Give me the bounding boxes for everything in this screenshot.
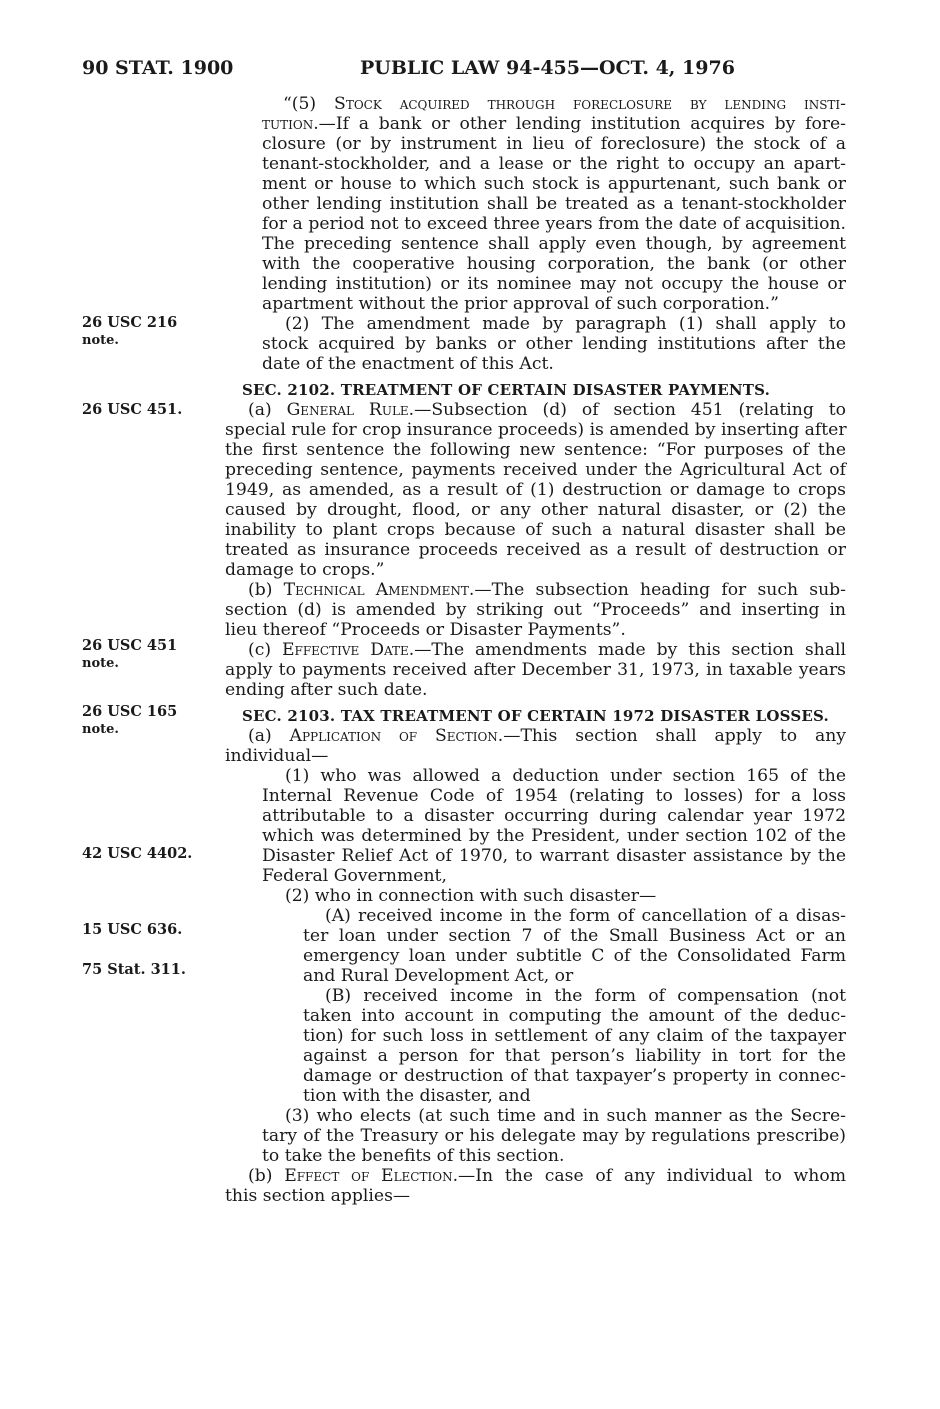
margin-note-26usc451: 26 USC 451. — [82, 401, 183, 418]
sec2102-a-line-8: treated as insurance proceeds received as a result of destruction or — [225, 540, 846, 560]
sec2102-b-label: (b) — [248, 580, 284, 600]
para-5-heading: Stock acquired through foreclosure by lending insti- — [334, 94, 846, 114]
item-3-line-2: tary of the Treasury or his delegate may by regulations prescribe) — [262, 1126, 846, 1146]
para-5-line-2 — [262, 114, 846, 134]
sec2103-b-line-2: this section applies— — [225, 1186, 411, 1206]
sec2103-a-line-2: individual— — [225, 746, 329, 766]
para-5-line-10: lending institution) or its nominee may not occupy the house or — [262, 274, 846, 294]
sec2102-a-label: (a) — [248, 400, 287, 420]
para-5-line-8: The preceding sentence shall apply even though, by agreement — [262, 234, 846, 254]
sec2102-a-line-3: the first sentence the following new sentence: “For purposes of the — [225, 440, 846, 460]
item-B-line-3: tion) for such loss in settlement of any claim of the taxpayer — [303, 1026, 846, 1046]
sec2102-c-line-1-text: —The amendments made by this section shall — [414, 640, 846, 660]
sec2103-a-line-1 — [248, 726, 846, 746]
item-B-line-4: against a person for that person’s liability in tort for the — [303, 1046, 846, 1066]
sec2102-b-line-1 — [248, 580, 846, 600]
sec2102-b-heading: Technical Amendment. — [283, 580, 475, 600]
para-5-line-1 — [283, 94, 846, 114]
sec2102-a-line-5: 1949, as amended, as a result of (1) destruction or damage to crops — [225, 480, 846, 500]
running-head-volume: 90 STAT. 1900 — [82, 57, 234, 79]
item-1-line-5: Disaster Relief Act of 1970, to warrant disaster assistance by the — [262, 846, 846, 866]
para-5-line-11: apartment without the prior approval of such corporation.” — [262, 294, 779, 314]
sec2102-a-line-7: inability to plant crops because of such a natural disaster shall be — [225, 520, 846, 540]
margin-note-26usc216: 26 USC 216 — [82, 314, 178, 331]
margin-note-26usc165: 26 USC 165 — [82, 703, 178, 720]
sec2102-b-line-2: section (d) is amended by striking out “Proceeds” and inserting in — [225, 600, 846, 620]
para-5-line-2-text: —If a bank or other lending institution acquires by fore- — [318, 114, 846, 134]
sec2102-c-label: (c) — [248, 640, 282, 660]
running-head-law: PUBLIC LAW 94-455—OCT. 4, 1976 — [360, 57, 735, 79]
sec2103-b-heading: Effect of Election. — [284, 1166, 459, 1186]
para-2-line-3: date of the enactment of this Act. — [262, 354, 554, 374]
sec2102-a-line-4: preceding sentence, payments received under the Agricultural Act of — [225, 460, 846, 480]
sec2102-a-line-1 — [248, 400, 846, 420]
para-5-heading-cont: tution. — [262, 114, 319, 134]
sec2102-a-line-1-text: —Subsection (d) of section 451 (relating to — [414, 400, 846, 420]
para-2-line-1: (2) The amendment made by paragraph (1) shall apply to — [285, 314, 846, 334]
sec2103-a-line-1-text: —This section shall apply to any — [503, 726, 847, 746]
margin-note-75stat311: 75 Stat. 311. — [82, 961, 186, 978]
para-2-line-2: stock acquired by banks or other lending institutions after the — [262, 334, 846, 354]
item-1-line-4: which was determined by the President, under section 102 of the — [262, 826, 846, 846]
item-B-line-1: (B) received income in the form of compensation (not — [325, 986, 846, 1006]
sec2102-c-line-3: ending after such date. — [225, 680, 428, 700]
item-A-line-2: ter loan under section 7 of the Small Business Act or an — [303, 926, 846, 946]
margin-note-26usc451-note: note. — [82, 656, 119, 671]
para-5-line-7: for a period not to exceed three years from the date of acquisition. — [262, 214, 846, 234]
item-A-line-3: emergency loan under subtitle C of the Consolidated Farm — [303, 946, 846, 966]
para-5-open: “(5) — [283, 94, 335, 114]
item-A-line-4: and Rural Development Act, or — [303, 966, 574, 986]
item-B-line-5: damage or destruction of that taxpayer’s property in connec- — [303, 1066, 846, 1086]
item-3-line-1: (3) who elects (at such time and in such manner as the Secre- — [285, 1106, 846, 1126]
section-2103-heading: SEC. 2103. TAX TREATMENT OF CERTAIN 1972 DISASTER LOSSES. — [242, 707, 829, 725]
sec2103-b-label: (b) — [248, 1166, 285, 1186]
item-2-line-1: (2) who in connection with such disaster— — [285, 886, 657, 906]
sec2102-c-line-1 — [248, 640, 846, 660]
sec2102-a-line-6: caused by drought, flood, or any other natural disaster, or (2) the — [225, 500, 846, 520]
sec2103-b-line-1 — [248, 1166, 846, 1186]
margin-note-42usc4402: 42 USC 4402. — [82, 845, 193, 862]
sec2103-b-line-1-text: —In the case of any individual to whom — [458, 1166, 846, 1186]
sec2102-b-line-1-text: —The subsection heading for such sub- — [474, 580, 846, 600]
sec2103-a-heading: Application of Section. — [289, 726, 504, 746]
section-2102-heading: SEC. 2102. TREATMENT OF CERTAIN DISASTER PAYMENTS. — [242, 381, 771, 399]
sec2103-a-label: (a) — [248, 726, 290, 746]
para-5-line-3: closure (or by instrument in lieu of foreclosure) the stock of a — [262, 134, 846, 154]
item-B-line-2: taken into account in computing the amount of the deduc- — [303, 1006, 846, 1026]
item-1-line-6: Federal Government, — [262, 866, 447, 886]
item-A-line-1: (A) received income in the form of cancellation of a disas- — [325, 906, 846, 926]
sec2102-a-heading: General Rule. — [286, 400, 415, 420]
item-1-line-2: Internal Revenue Code of 1954 (relating to losses) for a loss — [262, 786, 846, 806]
para-5-line-5: ment or house to which such stock is appurtenant, such bank or — [262, 174, 846, 194]
item-B-line-6: tion with the disaster, and — [303, 1086, 531, 1106]
margin-note-26usc451-note-ref: 26 USC 451 — [82, 637, 178, 654]
margin-note-15usc636: 15 USC 636. — [82, 921, 183, 938]
margin-note-26usc165-note: note. — [82, 722, 119, 737]
item-1-line-1: (1) who was allowed a deduction under section 165 of the — [285, 766, 846, 786]
sec2102-a-line-2: special rule for crop insurance proceeds) is amended by inserting after — [225, 420, 847, 440]
sec2102-a-line-9: damage to crops.” — [225, 560, 385, 580]
para-5-line-9: with the cooperative housing corporation, the bank (or other — [262, 254, 846, 274]
sec2102-c-heading: Effective Date. — [281, 640, 415, 660]
margin-note-26usc216-note: note. — [82, 333, 119, 348]
para-5-line-6: other lending institution shall be treated as a tenant-stockholder — [262, 194, 846, 214]
item-1-line-3: attributable to a disaster occurring during calendar year 1972 — [262, 806, 846, 826]
para-5-line-4: tenant-stockholder, and a lease or the right to occupy an apart- — [262, 154, 846, 174]
sec2102-b-line-3: lieu thereof “Proceeds or Disaster Payments”. — [225, 620, 626, 640]
item-3-line-3: to take the benefits of this section. — [262, 1146, 565, 1166]
sec2102-c-line-2: apply to payments received after December 31, 1973, in taxable years — [225, 660, 846, 680]
